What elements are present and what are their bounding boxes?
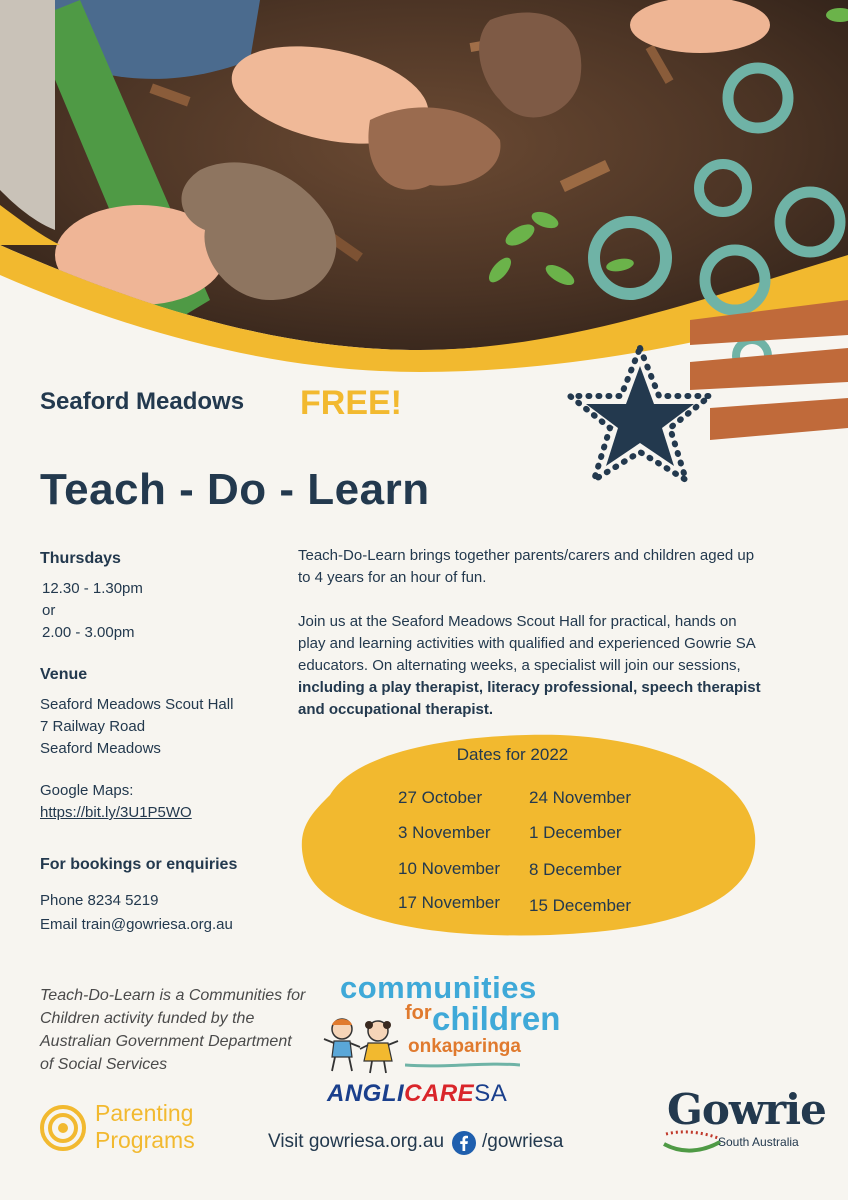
session-time-2: 2.00 - 3.00pm (42, 624, 135, 641)
anglicare-logo (327, 1080, 507, 1108)
schedule-heading: Thursdays (40, 550, 121, 567)
cfc-logo-line-3: onkaparinga (408, 1036, 521, 1057)
cfc-underline-icon (405, 1062, 520, 1068)
location-heading: Seaford Meadows (40, 388, 245, 415)
description-plain: Join us at the Seaford Meadows Scout Hall for practical, hands on play and learning activities with qualified and experienced Gowrie SA educators. On alternating weeks, a specialist will join our sessions, (298, 613, 755, 674)
or-text: or (42, 602, 56, 619)
description-paragraph-2 (298, 611, 768, 721)
cfc-logo-line-1: communities (340, 970, 537, 1005)
facebook-icon[interactable] (452, 1131, 476, 1155)
date-right-4: 15 December (529, 896, 632, 915)
venue-line-3: Seaford Meadows (40, 740, 161, 757)
session-time-1: 12.30 - 1.30pm (42, 580, 143, 597)
cfc-logo-line-2: children (432, 1000, 561, 1037)
children-illustration-icon (320, 1015, 402, 1075)
date-left-2: 3 November (398, 823, 491, 842)
date-left-4: 17 November (398, 893, 501, 912)
hero-photo (0, 0, 848, 500)
session-times (40, 578, 290, 644)
date-left-3: 10 November (398, 859, 501, 878)
cfc-logo-for: for (405, 1002, 432, 1024)
venue-heading: Venue (40, 666, 88, 683)
website-link[interactable]: Visit gowriesa.org.au (268, 1131, 445, 1152)
parenting-programs-icon (40, 1105, 86, 1151)
gowrie-subtitle: South Australia (718, 1135, 799, 1149)
info-column (40, 548, 290, 936)
venue-line-2: 7 Railway Road (40, 718, 146, 735)
date-right-2: 1 December (529, 823, 622, 842)
funding-note: Teach-Do-Learn is a Communities for Children activity funded by the Australian Government Department of Social Services (40, 987, 306, 1073)
date-right-3: 8 December (529, 860, 622, 879)
dates-heading: Dates for 2022 (456, 745, 569, 764)
parenting-programs-line-1: Parenting (95, 1100, 194, 1126)
maps-label: Google Maps: (40, 782, 134, 799)
contact-email: Email train@gowriesa.org.au (40, 916, 233, 933)
parenting-programs-line-2: Programs (95, 1127, 195, 1153)
facebook-handle[interactable]: /gowriesa (482, 1131, 564, 1152)
description-bold: including a play therapist, literacy professional, speech therapist and occupational therapist. (298, 679, 761, 718)
free-badge: FREE! (300, 384, 402, 422)
description (298, 545, 768, 743)
contact-heading: For bookings or enquiries (40, 856, 238, 873)
maps-link[interactable]: https://bit.ly/3U1P5WO (40, 804, 192, 821)
anglicare-care: CARE (404, 1080, 475, 1107)
page-title: Teach - Do - Learn (40, 465, 430, 514)
parenting-programs-logo-text (95, 1100, 195, 1154)
anglicare-angli: ANGLI (327, 1080, 405, 1107)
star-icon (560, 340, 720, 500)
contact-phone: Phone 8234 5219 (40, 892, 159, 909)
anglicare-sa: SA (474, 1080, 508, 1107)
date-left-1: 27 October (398, 788, 483, 807)
description-paragraph-1: Teach-Do-Learn brings together parents/carers and children aged up to 4 years for an hour of fun. (298, 547, 755, 586)
venue-address (40, 694, 290, 760)
gowrie-swoosh-icon (662, 1128, 722, 1154)
venue-line-1: Seaford Meadows Scout Hall (40, 696, 234, 713)
gowrie-logo: Gowrie (667, 1085, 826, 1134)
date-right-1: 24 November (529, 788, 632, 807)
